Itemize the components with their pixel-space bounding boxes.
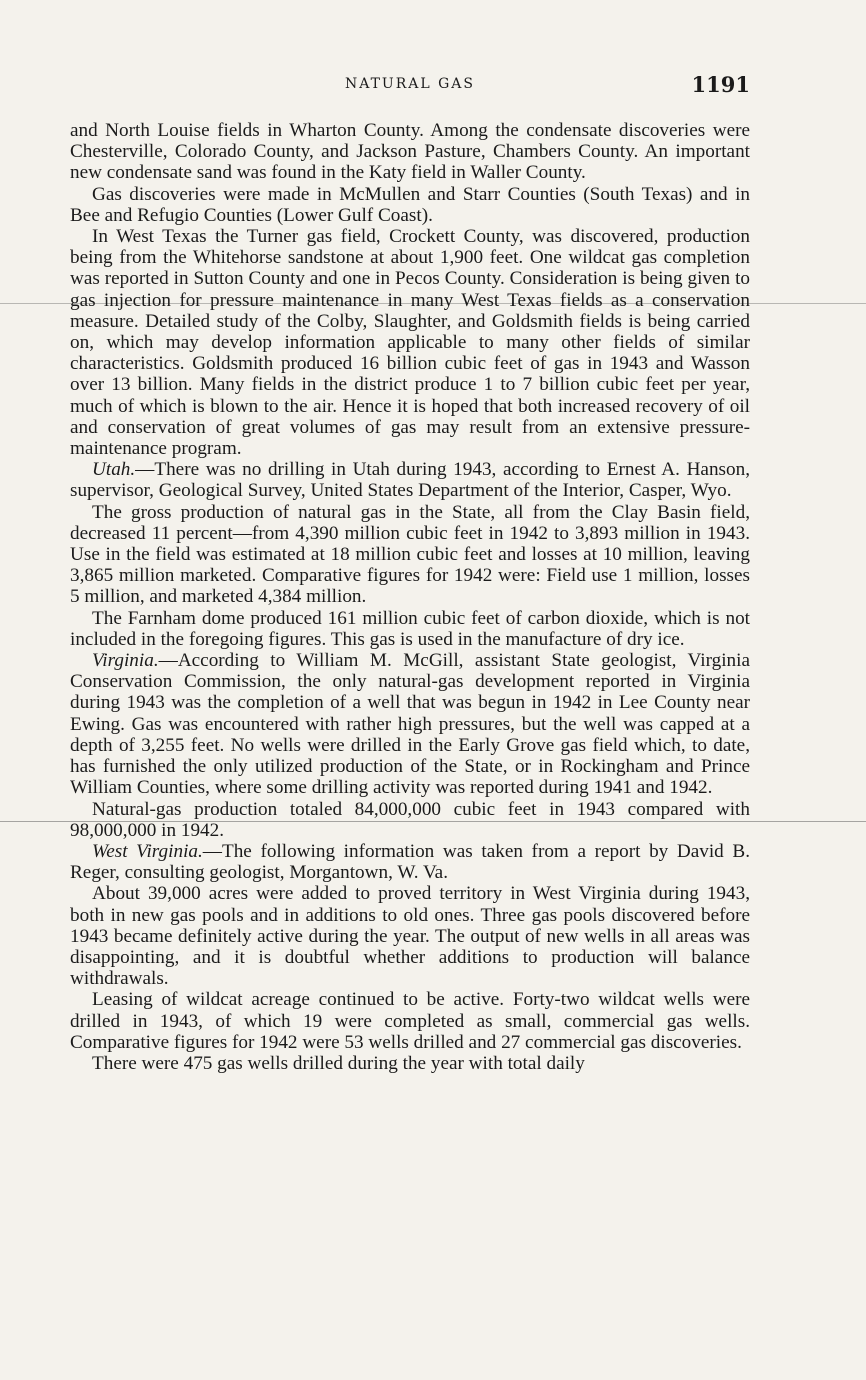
paragraph: [70, 226, 750, 459]
paragraph-text: —There was no drilling in Utah during 1943, according to Ernest A. Hanson, supervisor, Geological Survey, United States Department of the Interior, Casper, Wyo.: [70, 459, 750, 502]
paragraph-text: The gross production of natural gas in the State, all from the Clay Basin field, decreased 11 percent—from 4,390 million cubic feet in 1942 to 3,893 million in 1943. Use in the field was estimated at 18 million cubic feet and losses at 10 million, leaving 3,865 million marketed. Comparative figures for 1942 were: Field use 1 million, losses 5 million, and marketed 4,384 million.: [70, 501, 750, 608]
running-head: NATURAL GAS: [344, 76, 475, 92]
section-lead: Utah.: [92, 459, 136, 481]
paragraph: [70, 883, 750, 989]
paragraph: [70, 1053, 750, 1074]
paragraph-text: and North Louise fields in Wharton County. Among the condensate discoveries were Chesterville, Colorado County, and Jackson Pasture, Chambers County. An important new condensate sand was found in the Katy field in Waller County.: [70, 120, 750, 184]
paragraph-text: Gas discoveries were made in McMullen and Starr Counties (South Texas) and in Bee and Refugio Counties (Lower Gulf Coast).: [70, 183, 750, 226]
paragraph: [70, 502, 750, 608]
paragraph-text: There were 475 gas wells drilled during the year with total daily: [92, 1052, 585, 1074]
page-number: 1191: [691, 72, 750, 97]
section-lead: Virginia.: [92, 650, 159, 672]
paragraph: [70, 799, 750, 841]
paragraph-text: —The following information was taken from a report by David B. Reger, consulting geologist, Morgantown, W. Va.: [70, 840, 751, 884]
paragraph: [70, 120, 750, 184]
paragraph-text: —According to William M. McGill, assistant State geologist, Virginia Conservation Commission, the only natural-gas development reported in Virginia during 1943 was the completion of a well that was begun in 1942 in Lee County near Ewing. Gas was encountered with rather high pressures, but the well was capped at a depth of 3,255 feet. No wells were drilled in the Early Grove gas field which, to date, has furnished the only utilized production of the State, or in Rockingham and Prince William Counties, where some drilling activity was reported during 1941 and 1942.: [70, 650, 750, 799]
section-lead: West Virginia.: [92, 840, 203, 862]
body-text: [70, 120, 750, 1074]
paragraph-text: Leasing of wildcat acreage continued to be active. Forty-two wildcat wells were drilled in 1943, of which 19 were completed as small, commercial gas wells. Comparative figures for 1942 were 53 wells drilled and 27 commercial gas discoveries.: [70, 989, 750, 1053]
paragraph-virginia: [70, 650, 750, 798]
paragraph-text: The Farnham dome produced 161 million cubic feet of carbon dioxide, which is not included in the foregoing figures. This gas is used in the manufacture of dry ice.: [70, 607, 750, 650]
paragraph: [70, 989, 750, 1053]
page-header: [70, 72, 750, 100]
paragraph-utah: [70, 459, 750, 501]
paragraph-text: In West Texas the Turner gas field, Crockett County, was discovered, production being from the Whitehorse sandstone at about 1,900 feet. One wildcat gas completion was reported in Sutton County and one in Pecos County. Consideration is being given to gas injection for pressure maintenance in many West Texas fields as a conservation measure. Detailed study of the Colby, Slaughter, and Goldsmith fields is being carried on, which may develop information applicable to many other fields of similar characteristics. Goldsmith produced 16 billion cubic feet of gas in 1943 and Wasson over 13 billion. Many fields in the district produce 1 to 7 billion cubic feet per year, much of which is blown to the air. Hence it is hoped that both increased recovery of oil and conservation of great volumes of gas may result from an extensive pressure-maintenance program.: [70, 226, 750, 460]
paragraph: [70, 184, 750, 226]
paragraph-text: Natural-gas production totaled 84,000,000 cubic feet in 1943 compared with 98,000,000 in 1942.: [70, 798, 750, 841]
paragraph: [70, 608, 750, 650]
paragraph-text: About 39,000 acres were added to proved territory in West Virginia during 1943, both in new gas pools and in additions to old ones. Three gas pools discovered before 1943 became definitely active during the year. The output of new wells in all areas was disappointing, and it is doubtful whether additions to production will balance withdrawals.: [70, 883, 750, 990]
paragraph-west-virginia: [70, 841, 750, 883]
